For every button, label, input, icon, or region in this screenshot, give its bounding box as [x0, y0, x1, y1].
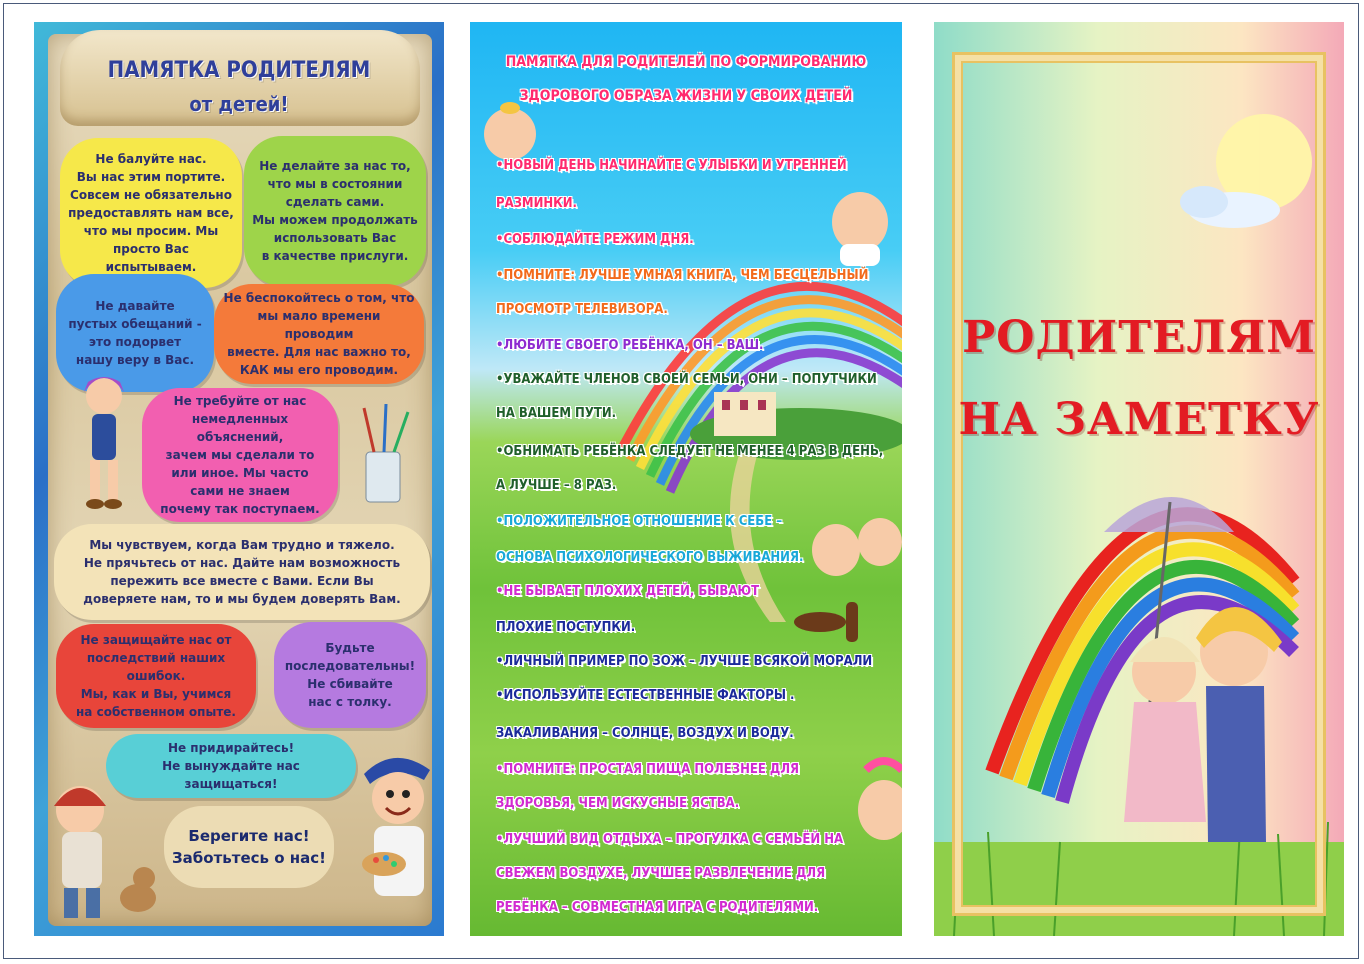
memo-line: вместе. Для нас важно то,: [227, 345, 411, 359]
cover-panel: [934, 22, 1344, 936]
memo-line: на собственном опыте.: [76, 705, 236, 719]
memo-line: доверяете нам, то и мы будем доверять Вам.: [83, 592, 401, 606]
advice-line: •НЕ БЫВАЕТ ПЛОХИХ ДЕТЕЙ, БЫВАЮТ: [496, 584, 760, 599]
healthy-lifestyle-heading: ПАМЯТКА ДЛЯ РОДИТЕЛЕЙ ПО ФОРМИРОВАНИЮ: [505, 54, 867, 70]
memo-line: Мы можем продолжать: [252, 213, 418, 227]
memo-line: Вы нас этим портите.: [76, 170, 226, 184]
memo-line: сами не знаем: [190, 484, 290, 498]
boy-with-dog-illustration: [40, 770, 160, 930]
memo-line: Не прячьтесь от нас. Дайте нам возможность: [83, 556, 401, 570]
memo-block-closing: [164, 806, 334, 888]
memo-line: нас с толку.: [308, 695, 392, 709]
advice-line: ЗДОРОВЬЯ, ЧЕМ ИСКУСНЫЕ ЯСТВА.: [496, 796, 740, 811]
memo-line: Не требуйте от нас: [173, 394, 307, 408]
advice-line: НА ВАШЕМ ПУТИ.: [496, 406, 617, 421]
memo-line: Совсем не обязательно: [70, 188, 232, 202]
memo-block-text: [68, 297, 201, 369]
memo-line: в качестве прислуги.: [261, 249, 409, 263]
memo-line: Заботьтесь о нас!: [172, 849, 326, 867]
memo-line: почему так поступаем.: [160, 502, 320, 516]
memo-line: Мы, как и Вы, учимся: [80, 687, 232, 701]
paint-jar-illustration: [354, 402, 414, 512]
memo-block-text: [252, 157, 418, 265]
memo-line: использовать Вас: [273, 231, 397, 245]
advice-line: •НОВЫЙ ДЕНЬ НАЧИНАЙТЕ С УЛЫБКИ И УТРЕННЕЙ: [496, 158, 847, 173]
memo-block-text: [64, 631, 248, 721]
memo-line: Не придирайтесь!: [167, 741, 295, 755]
memo-block: [54, 524, 430, 620]
advice-line: ПЛОХИЕ ПОСТУПКИ.: [496, 620, 636, 635]
gold-frame: [952, 52, 1326, 916]
advice-line: А ЛУЧШЕ – 8 РАЗ.: [496, 478, 617, 493]
memo-line: Не беспокойтесь о том, что: [223, 291, 415, 305]
memo-line: немедленных объяснений,: [191, 412, 289, 444]
memo-line: Не вынуждайте нас защищаться!: [162, 759, 300, 791]
memo-block-text: [68, 150, 234, 276]
memo-line: пережить все вместе с Вами. Если Вы: [110, 574, 374, 588]
memo-line: что мы в состоянии: [267, 177, 403, 191]
memo-block: [56, 624, 256, 728]
advice-line: ОСНОВА ПСИХОЛОГИЧЕСКОГО ВЫЖИВАНИЯ.: [496, 550, 804, 565]
memo-line: последовательны!: [284, 659, 416, 673]
memo-line: это подорвет: [88, 335, 182, 349]
advice-line: РАЗМИНКИ.: [496, 196, 577, 211]
advice-line: •ЛУЧШИЙ ВИД ОТДЫХА – ПРОГУЛКА С СЕМЬЁЙ НА: [496, 832, 844, 847]
advice-line: •ЛЮБИТЕ СВОЕГО РЕБЁНКА, ОН – ВАШ.: [496, 338, 764, 353]
memo-block: [274, 622, 426, 728]
memo-line: Не защищайте нас от: [80, 633, 232, 647]
advice-line: •ПОЛОЖИТЕЛЬНОЕ ОТНОШЕНИЕ К СЕБЕ –: [496, 514, 783, 529]
memo-block-text: [222, 289, 416, 379]
memo-line: зачем мы сделали то: [165, 448, 315, 462]
memo-block-text: [83, 536, 400, 608]
memo-line: последствий наших ошибок.: [86, 651, 226, 683]
cover-title-line2: НА ЗАМЕТКУ: [958, 394, 1320, 445]
boy-artist-illustration: [354, 744, 440, 934]
advice-line: ПРОСМОТР ТЕЛЕВИЗОРА.: [496, 302, 668, 317]
memo-subtitle: от детей!: [189, 92, 289, 116]
memo-line: предоставлять нам все,: [68, 206, 234, 220]
memo-line: мы мало времени проводим: [257, 309, 381, 341]
memo-line: пустых обещаний -: [68, 317, 202, 331]
memo-line: Не сбивайте: [307, 677, 393, 691]
memo-block: [244, 136, 426, 286]
memo-line: что мы просим. Мы: [83, 224, 219, 238]
memo-title: ПАМЯТКА РОДИТЕЛЯМ: [107, 58, 371, 83]
girl-painter-illustration: [72, 368, 134, 518]
memo-block-text: [172, 825, 326, 870]
memo-block: [214, 284, 424, 384]
memo-block-text: [150, 392, 330, 518]
memo-block: [142, 388, 338, 522]
memo-line: Будьте: [325, 641, 375, 655]
advice-line: •ИСПОЛЬЗУЙТЕ ЕСТЕСТВЕННЫЕ ФАКТОРЫ .: [496, 688, 795, 703]
memo-line: просто Вас испытываем.: [105, 242, 197, 274]
advice-line: •СОБЛЮДАЙТЕ РЕЖИМ ДНЯ.: [496, 232, 694, 247]
memo-line: Не балуйте нас.: [95, 152, 207, 166]
advice-line: •УВАЖАЙТЕ ЧЛЕНОВ СВОЕЙ СЕМЬИ, ОНИ – ПОПУТЧИКИ: [496, 372, 877, 387]
memo-line: сделать сами.: [285, 195, 385, 209]
advice-line: •ЛИЧНЫЙ ПРИМЕР ПО ЗОЖ – ЛУЧШЕ ВСЯКОЙ МОРАЛИ: [496, 654, 873, 669]
cover-title: РОДИТЕЛЯМ: [962, 312, 1316, 363]
advice-line: •ПОМНИТЕ: ПРОСТАЯ ПИЩА ПОЛЕЗНЕЕ ДЛЯ: [496, 762, 800, 777]
memo-block-text: [285, 639, 415, 711]
memo-line: Мы чувствуем, когда Вам трудно и тяжело.: [89, 538, 395, 552]
memo-block: [60, 138, 242, 288]
memo-line: или иное. Мы часто: [171, 466, 309, 480]
memo-line: Не делайте за нас то,: [259, 159, 411, 173]
memo-line: Не давайте: [95, 299, 175, 313]
parents-memo-panel: [34, 22, 444, 936]
advice-line: СВЕЖЕМ ВОЗДУХЕ, ЛУЧШЕЕ РАЗВЛЕЧЕНИЕ ДЛЯ: [496, 866, 826, 881]
memo-line: нашу веру в Вас.: [75, 353, 195, 367]
memo-line: КАК мы его проводим.: [239, 363, 399, 377]
advice-line: •ОБНИМАТЬ РЕБЁНКА СЛЕДУЕТ НЕ МЕНЕЕ 4 РАЗ В ДЕНЬ,: [496, 444, 884, 459]
healthy-lifestyle-panel: [470, 22, 902, 936]
advice-line: ЗАКАЛИВАНИЯ – СОЛНЦЕ, ВОЗДУХ И ВОДУ.: [496, 726, 794, 741]
advice-line: РЕБЁНКА – СОВМЕСТНАЯ ИГРА С РОДИТЕЛЯМИ.: [496, 900, 819, 915]
advice-line: •ПОМНИТЕ: ЛУЧШЕ УМНАЯ КНИГА, ЧЕМ БЕСЦЕЛЬНЫЙ: [496, 268, 869, 283]
memo-line: Берегите нас!: [188, 826, 310, 845]
healthy-lifestyle-heading-line2: ЗДОРОВОГО ОБРАЗА ЖИЗНИ У СВОИХ ДЕТЕЙ: [519, 88, 853, 104]
